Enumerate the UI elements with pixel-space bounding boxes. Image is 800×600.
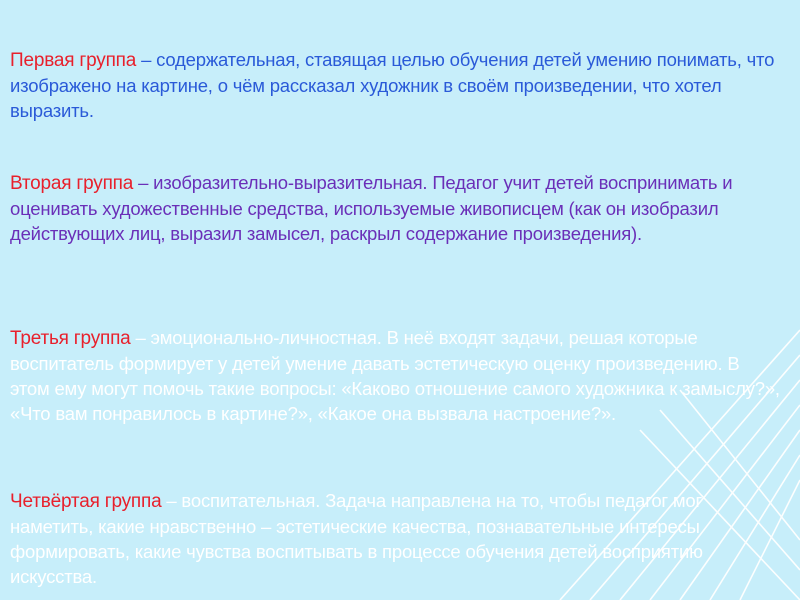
group-1-text: – содержательная, ставящая целью обучения детей умению понимать, что изображено на картине, о чём рассказал художник в своём произведении, что хотел выразить.: [10, 49, 775, 121]
group-2-paragraph: [10, 170, 780, 246]
group-3-paragraph: [10, 325, 780, 426]
group-4-paragraph: [10, 488, 780, 589]
group-2-text: – изобразительно-выразительная. Педагог учит детей воспринимать и оценивать художественные средства, используемые живописцем (как он изобразил действующих лиц, выразил замысел, раскрыл содержание произведения).: [10, 172, 733, 244]
group-3-heading: Третья группа: [10, 328, 131, 349]
group-4-heading: Четвёртая группа: [10, 491, 162, 512]
group-2-heading: Вторая группа: [10, 173, 134, 194]
group-1-heading: Первая группа: [10, 50, 137, 71]
group-1-paragraph: [10, 47, 780, 123]
group-4-text: – воспитательная. Задача направлена на то, чтобы педагог мог наметить, какие нравственно – эстетические качества, познавательные интересы формировать, какие чувства воспитывать в процессе обучения детей восприятию искусства.: [10, 490, 703, 587]
group-3-text: – эмоционально-личностная. В неё входят задачи, решая которые воспитатель формирует у детей умение давать эстетическую оценку произведению. В этом ему могут помочь такие вопросы: «Каково отношение самого художника к замыслу?», «Что вам понравилось в картине?», «Какое она вызвала настроение?».: [10, 327, 780, 424]
